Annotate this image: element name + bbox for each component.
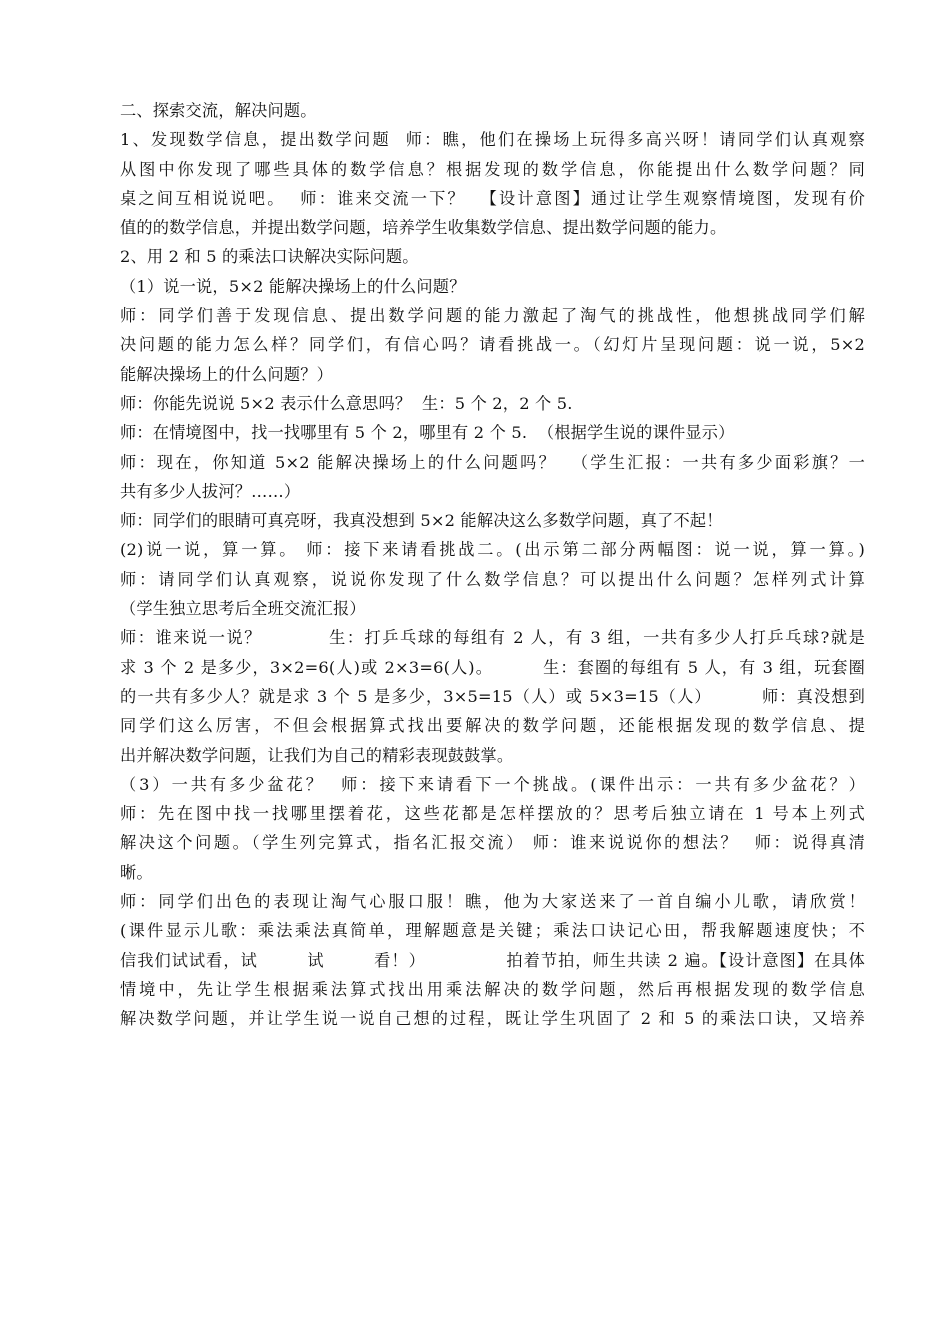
text-line: 桌之间互相说说吧。 师：谁来交流一下？ 【设计意图】通过让学生观察情境图，发现有价	[120, 188, 865, 208]
text-line: 师：在情境图中，找一找哪里有 5 个 2，哪里有 2 个 5. （根据学生说的课件显示）	[120, 423, 735, 443]
text-line: 求 3 个 2 是多少，3×2=6(人)或 2×3=6(人)。 生：套圈的每组有 5 人，有 3 组，玩套圈	[120, 657, 865, 677]
text-line: 师：请同学们认真观察，说说你发现了什么数学信息？可以提出什么问题？怎样列式计算	[120, 569, 865, 589]
text-line: 解决这个问题。（学生列完算式，指名汇报交流） 师：谁来说说你的想法？ 师：说得真清	[120, 833, 865, 853]
text-line: 师：同学们出色的表现让淘气心服口服！瞧，他为大家送来了一首自编小儿歌，请欣赏！	[120, 892, 865, 912]
text-line: 共有多少人拔河？……）	[120, 481, 301, 501]
text-line: 二、探索交流，解决问题。	[120, 101, 317, 120]
text-line: 师：你能先说说 5×2 表示什么意思吗？ 生：5 个 2，2 个 5.	[120, 393, 573, 413]
text-line: 的一共有多少人？就是求 3 个 5 是多少，3×5=15（人）或 5×3=15（人） 师：真没想到	[120, 686, 865, 706]
text-line: 晰。	[120, 862, 153, 882]
text-line: 情境中，先让学生根据乘法算式找出用乘法解决的数学问题，然后再根据发现的数学信息	[120, 979, 865, 999]
text-line: 能解决操场上的什么问题？）	[120, 364, 334, 384]
text-line: 值的的数学信息，并提出数学问题，培养学生收集数学信息、提出数学问题的能力。	[120, 218, 727, 238]
text-line: （3）一共有多少盆花？ 师：接下来请看下一个挑战。(课件出示：一共有多少盆花？）	[120, 774, 865, 794]
text-line: （1）说一说，5×2 能解决操场上的什么问题？	[120, 276, 466, 296]
text-line: 师：谁来说一说？ 生：打乒乓球的每组有 2 人，有 3 组，一共有多少人打乒乓球?就是	[120, 628, 865, 648]
text-line: 从图中你发现了哪些具体的数学信息？根据发现的数学信息，你能提出什么数学问题？同	[120, 159, 865, 179]
text-line: 师：现在，你知道 5×2 能解决操场上的什么问题吗？ （学生汇报：一共有多少面彩旗？一	[120, 452, 865, 472]
text-line: (课件显示儿歌：乘法乘法真简单，理解题意是关键；乘法口诀记心田，帮我解题速度快；不	[120, 921, 865, 941]
text-line: 师：同学们善于发现信息、提出数学问题的能力激起了淘气的挑战性，他想挑战同学们解	[120, 306, 865, 326]
text-line: 决问题的能力怎么样？同学们，有信心吗？请看挑战一。（幻灯片呈现问题：说一说，5×2	[120, 335, 865, 355]
text-line: 同学们这么厉害，不但会根据算式找出要解决的数学问题，还能根据发现的数学信息、提	[120, 716, 865, 736]
text-line: 1、发现数学信息，提出数学问题 师：瞧，他们在操场上玩得多高兴呀！请同学们认真观察	[120, 130, 865, 150]
text-line: 2、用 2 和 5 的乘法口诀解决实际问题。	[120, 247, 419, 267]
document-page	[120, 96, 865, 1034]
text-line: 师：先在图中找一找哪里摆着花，这些花都是怎样摆放的？思考后独立请在 1 号本上列式	[120, 804, 865, 824]
text-line: 信我们试试看，试 试 看！） 拍着节拍，师生共读 2 遍。【设计意图】在具体	[120, 950, 865, 970]
text-line: 解决数学问题，并让学生说一说自己想的过程，既让学生巩固了 2 和 5 的乘法口诀，又培养	[120, 1009, 865, 1029]
text-line: (2)说一说，算一算。 师：接下来请看挑战二。(出示第二部分两幅图：说一说，算一算。)	[120, 540, 865, 560]
text-line: （学生独立思考后全班交流汇报）	[120, 599, 366, 619]
text-line: 出并解决数学问题，让我们为自己的精彩表现鼓鼓掌。	[120, 745, 514, 765]
text-line: 师：同学们的眼睛可真亮呀，我真没想到 5×2 能解决这么多数学问题，真了不起！	[120, 511, 723, 531]
